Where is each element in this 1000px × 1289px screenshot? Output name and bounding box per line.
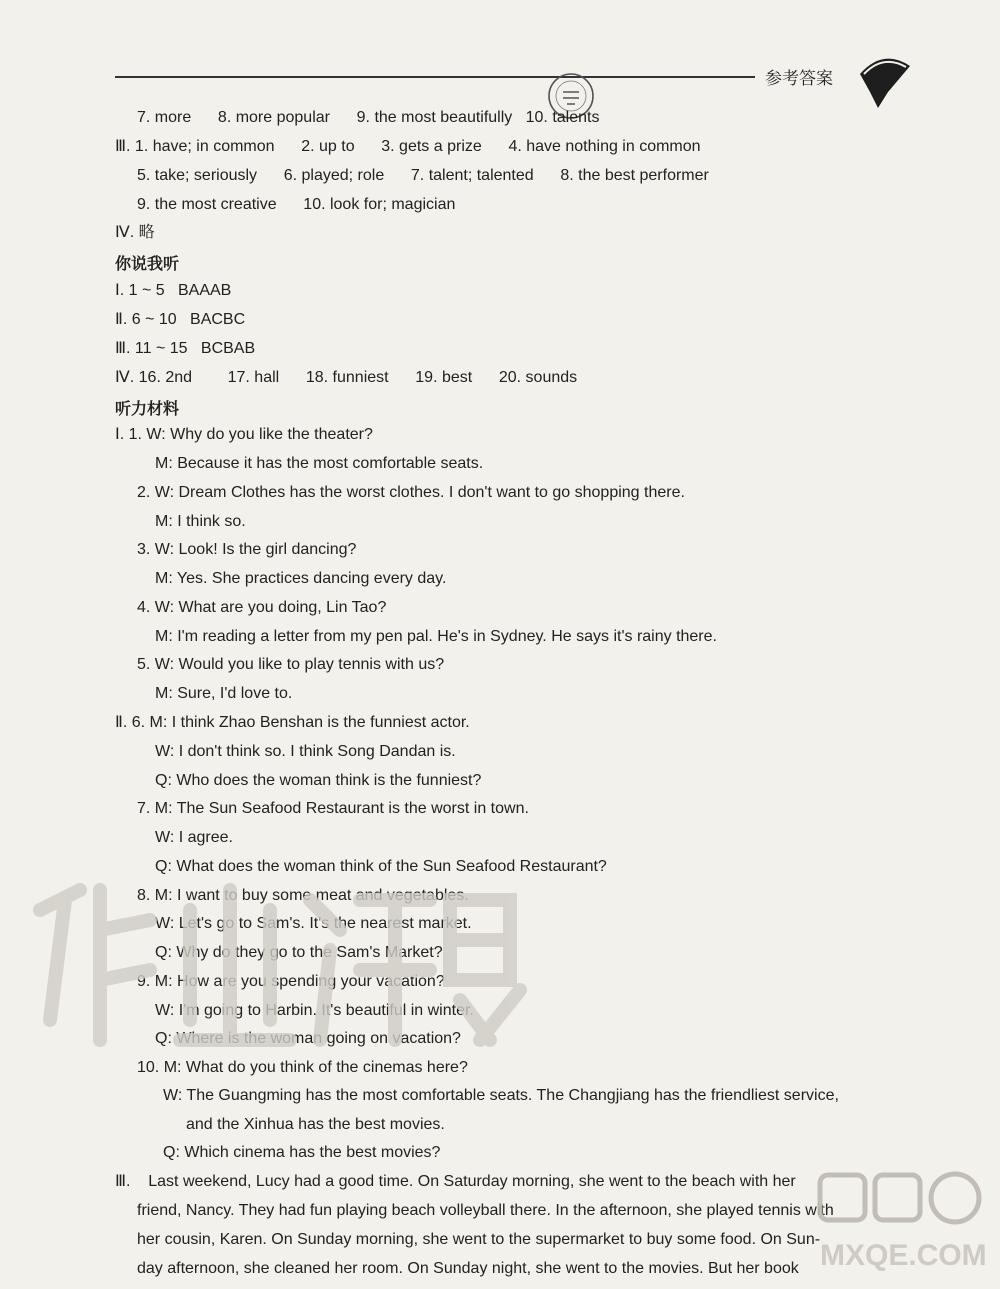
text-line: 10. M: What do you think of the cinemas here? <box>137 1059 468 1076</box>
text-line: Ⅱ. 6 ~ 10 BACBC <box>115 311 246 328</box>
text-line: Ⅳ. 16. 2nd 17. hall 18. funniest 19. best 20. sounds <box>115 369 578 386</box>
header-rule <box>115 76 755 78</box>
section-heading: 你说我听 <box>115 254 180 273</box>
text-line: Q: Which cinema has the best movies? <box>163 1144 441 1161</box>
header-title: 参考答案 <box>765 69 833 89</box>
text-line: Ⅰ. 1 ~ 5 BAAAB <box>115 282 232 299</box>
text-line: 9. M: How are you spending your vacation? <box>137 973 445 990</box>
text-line: W: I don't think so. I think Song Dandan is. <box>155 743 456 760</box>
text-line: day afternoon, she cleaned her room. On Sunday night, she went to the movies. But her book <box>137 1260 799 1277</box>
text-line: Q: What does the woman think of the Sun Seafood Restaurant? <box>155 858 607 875</box>
text-line: Ⅲ. 1. have; in common 2. up to 3. gets a prize 4. have nothing in common <box>115 138 701 155</box>
text-line: W: I agree. <box>155 829 233 846</box>
watermark-right <box>810 1170 990 1280</box>
text-line: 7. more 8. more popular 9. the most beautifully 10. talents <box>137 109 600 126</box>
text-line: Ⅳ. 略 <box>115 224 155 241</box>
text-line: Q: Where is the woman going on vacation? <box>155 1030 461 1047</box>
section-heading: 听力材料 <box>115 399 180 418</box>
text-line: 4. W: What are you doing, Lin Tao? <box>137 599 387 616</box>
text-line: Q: Why do they go to the Sam's Market? <box>155 944 443 961</box>
text-line: W: The Guangming has the most comfortable seats. The Changjiang has the friendliest service, <box>163 1087 839 1104</box>
text-line: 3. W: Look! Is the girl dancing? <box>137 541 357 558</box>
text-line: and the Xinhua has the best movies. <box>186 1116 445 1133</box>
text-line: M: I think so. <box>155 513 246 530</box>
text-line: 9. the most creative 10. look for; magician <box>137 196 456 213</box>
svg-text:MXQE.COM: MXQE.COM <box>820 1239 987 1272</box>
text-line: 7. M: The Sun Seafood Restaurant is the worst in town. <box>137 800 529 817</box>
text-line: M: Because it has the most comfortable seats. <box>155 455 484 472</box>
text-line: W: Let's go to Sam's. It's the nearest market. <box>155 915 472 932</box>
text-line: Ⅲ. Last weekend, Lucy had a good time. On Saturday morning, she went to the beach with her <box>115 1173 796 1190</box>
text-line: Ⅱ. 6. M: I think Zhao Benshan is the funniest actor. <box>115 714 470 731</box>
text-line: W: I'm going to Harbin. It's beautiful in winter. <box>155 1002 474 1019</box>
text-line: M: Sure, I'd love to. <box>155 685 293 702</box>
text-line: Q: Who does the woman think is the funniest? <box>155 772 482 789</box>
text-line: her cousin, Karen. On Sunday morning, she went to the supermarket to buy some food. On Sun- <box>137 1231 821 1248</box>
text-line: 8. M: I want to buy some meat and vegetables. <box>137 887 469 904</box>
text-line: friend, Nancy. They had fun playing beach volleyball there. In the afternoon, she played tennis with <box>137 1202 834 1219</box>
text-line: Ⅲ. 11 ~ 15 BCBAB <box>115 340 256 357</box>
text-line: Ⅰ. 1. W: Why do you like the theater? <box>115 426 373 443</box>
text-line: M: Yes. She practices dancing every day. <box>155 570 447 587</box>
school-logo <box>848 52 918 110</box>
text-line: 5. W: Would you like to play tennis with us? <box>137 656 445 673</box>
text-line: 5. take; seriously 6. played; role 7. talent; talented 8. the best performer <box>137 167 709 184</box>
text-line: M: I'm reading a letter from my pen pal. He's in Sydney. He says it's rainy there. <box>155 628 717 645</box>
text-line: 2. W: Dream Clothes has the worst clothes. I don't want to go shopping there. <box>137 484 685 501</box>
